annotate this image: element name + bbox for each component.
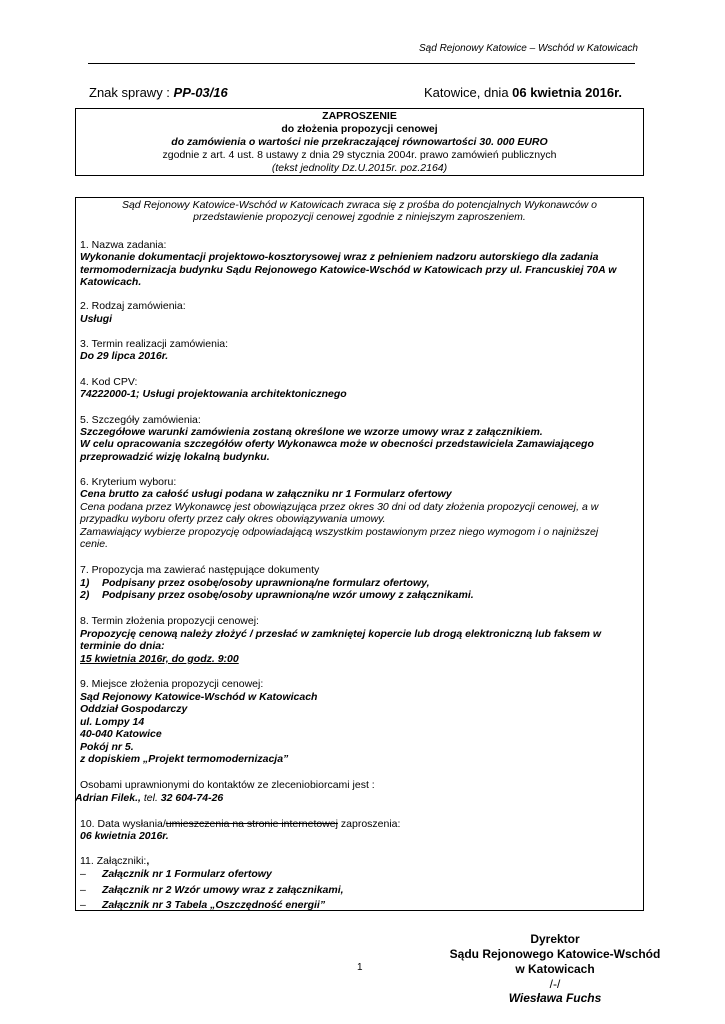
signature-org-1: Sądu Rejonowego Katowice-Wschód: [449, 947, 661, 961]
running-header: Sąd Rejonowy Katowice – Wschód w Katowicach: [419, 43, 638, 54]
section-7-label: 7. Propozycja ma zawierać następujące dokumenty: [80, 564, 320, 576]
section-6-line-2: Cena podana przez Wykonawcę jest obowiązująca przez okres 30 dni od daty złożenia propozycji cenowej, a w: [80, 501, 599, 513]
section-6-label: 6. Kryterium wyboru:: [80, 476, 177, 488]
section-8-label: 8. Termin złożenia propozycji cenowej:: [80, 615, 259, 627]
section-7-item-1: 1) Podpisany przez osobę/osoby uprawnioną/ne formularz ofertowy,: [80, 577, 430, 589]
intro-line-2: przedstawienie propozycji cenowej zgodnie z niniejszym zaproszeniem.: [193, 211, 526, 223]
submission-deadline: 15 kwietnia 2016r, do godz. 9:00: [80, 653, 239, 665]
section-7-item-2: 2) Podpisany przez osobę/osoby uprawnioną/ne wzór umowy z załącznikami.: [80, 589, 474, 601]
address-line-4: 40-040 Katowice: [80, 728, 162, 740]
attachment-3: – Załącznik nr 3 Tabela „Oszczędność energii”: [80, 899, 326, 911]
section-11-label: 11. Załączniki:,: [80, 855, 150, 867]
page-number: 1: [357, 962, 363, 973]
attachment-2: – Załącznik nr 2 Wzór umowy wraz z załącznikami,: [80, 884, 344, 896]
section-1-line-1: Wykonanie dokumentacji projektowo-kosztorysowej wraz z pełnieniem nadzoru autorskiego dla zadania: [80, 251, 599, 263]
title-line-4: zgodnie z art. 4 ust. 8 ustawy z dnia 29 stycznia 2004r. prawo zamówień publicznych: [162, 149, 557, 161]
signature-name: Wiesława Fuchs: [508, 991, 602, 1005]
section-10-value: 06 kwietnia 2016r.: [80, 830, 169, 842]
section-2-value: Usługi: [80, 313, 113, 325]
section-5-line-3: przeprowadzić wizję lokalną budynku.: [80, 451, 270, 463]
header-rule: [88, 63, 635, 64]
intro-line-1: Sąd Rejonowy Katowice-Wschód w Katowicach zwraca się z prośba do potencjalnych Wykonawców o: [121, 199, 598, 211]
section-4-value: 74222000-1; Usługi projektowania architektonicznego: [80, 388, 347, 400]
title-line-3: do zamówienia o wartości nie przekraczającej równowartości 30. 000 EURO: [171, 136, 548, 148]
section-8-line-1: Propozycję cenową należy złożyć / przesłać w zamkniętej kopercie lub drogą elektroniczną lub faksem w: [80, 628, 602, 640]
section-6-line-3: przypadku wyboru oferty przez cały okres obowiązywania umowy.: [80, 513, 386, 525]
case-number-line: Znak sprawy : PP-03/16: [89, 85, 228, 100]
document-date: 06 kwietnia 2016r.: [512, 85, 623, 100]
title-line-2: do złożenia propozycji cenowej: [281, 123, 438, 135]
section-5-label: 5. Szczegóły zamówienia:: [80, 414, 201, 426]
section-4-label: 4. Kod CPV:: [80, 376, 138, 388]
section-1-line-2: termomodernizacja budynku Sądu Rejonowego Katowice-Wschód w Katowicach przy ul. Francuskiej 70A w: [80, 264, 617, 276]
section-6-line-5: cenie.: [80, 538, 109, 550]
section-9-label: 9. Miejsce złożenia propozycji cenowej:: [80, 678, 264, 690]
address-line-2: Oddział Gospodarczy: [80, 703, 188, 715]
section-10-label: 10. Data wysłania/umieszczenia na stronie internetowej zaproszenia:: [80, 818, 401, 830]
section-8-line-2: terminie do dnia:: [80, 640, 165, 652]
contact-phone: 32 604-74-26: [160, 792, 224, 804]
signature-mark: /-/: [549, 977, 561, 991]
case-number: PP-03/16: [173, 85, 228, 100]
title-box: [75, 108, 644, 176]
address-line-3: ul. Lompy 14: [80, 716, 145, 728]
document-title: ZAPROSZENIE: [322, 110, 397, 122]
contact-label: Osobami uprawnionymi do kontaktów ze zleceniobiorcami jest :: [80, 779, 375, 791]
section-6-line-4: Zamawiający wybierze propozycję odpowiadającą wszystkim postawionym przez niego wymogom i o najniższej: [80, 526, 599, 538]
section-3-label: 3. Termin realizacji zamówienia:: [80, 338, 229, 350]
section-5-line-1: Szczegółowe warunki zamówienia zostaną określone we wzorze umowy wraz z załącznikiem.: [80, 426, 543, 438]
signature-title: Dyrektor: [530, 932, 580, 946]
section-3-value: Do 29 lipca 2016r.: [80, 350, 169, 362]
contact-name: Adrian Filek.,: [75, 792, 141, 804]
section-1-line-3: Katowicach.: [80, 276, 142, 288]
section-5-line-2: W celu opracowania szczegółów oferty Wykonawca może w obecności przedstawiciela Zamawiającego: [80, 438, 594, 450]
section-2-label: 2. Rodzaj zamówienia:: [80, 300, 186, 312]
date-line: Katowice, dnia 06 kwietnia 2016r.: [424, 85, 623, 100]
section-1-label: 1. Nazwa zadania:: [80, 239, 167, 251]
attachment-1: – Załącznik nr 1 Formularz ofertowy: [80, 868, 272, 880]
title-line-5: (tekst jednolity Dz.U.2015r. poz.2164): [271, 162, 448, 174]
content-box: [75, 197, 644, 911]
address-line-1: Sąd Rejonowy Katowice-Wschód w Katowicach: [80, 691, 318, 703]
address-line-5: Pokój nr 5.: [80, 741, 134, 753]
contact-line: Adrian Filek., tel. 32 604-74-26: [75, 792, 224, 804]
address-line-6: z dopiskiem „Projekt termomodernizacja”: [80, 753, 289, 765]
signature-org-2: w Katowicach: [515, 962, 595, 976]
section-6-line-1: Cena brutto za całość usługi podana w załączniku nr 1 Formularz ofertowy: [80, 488, 452, 500]
